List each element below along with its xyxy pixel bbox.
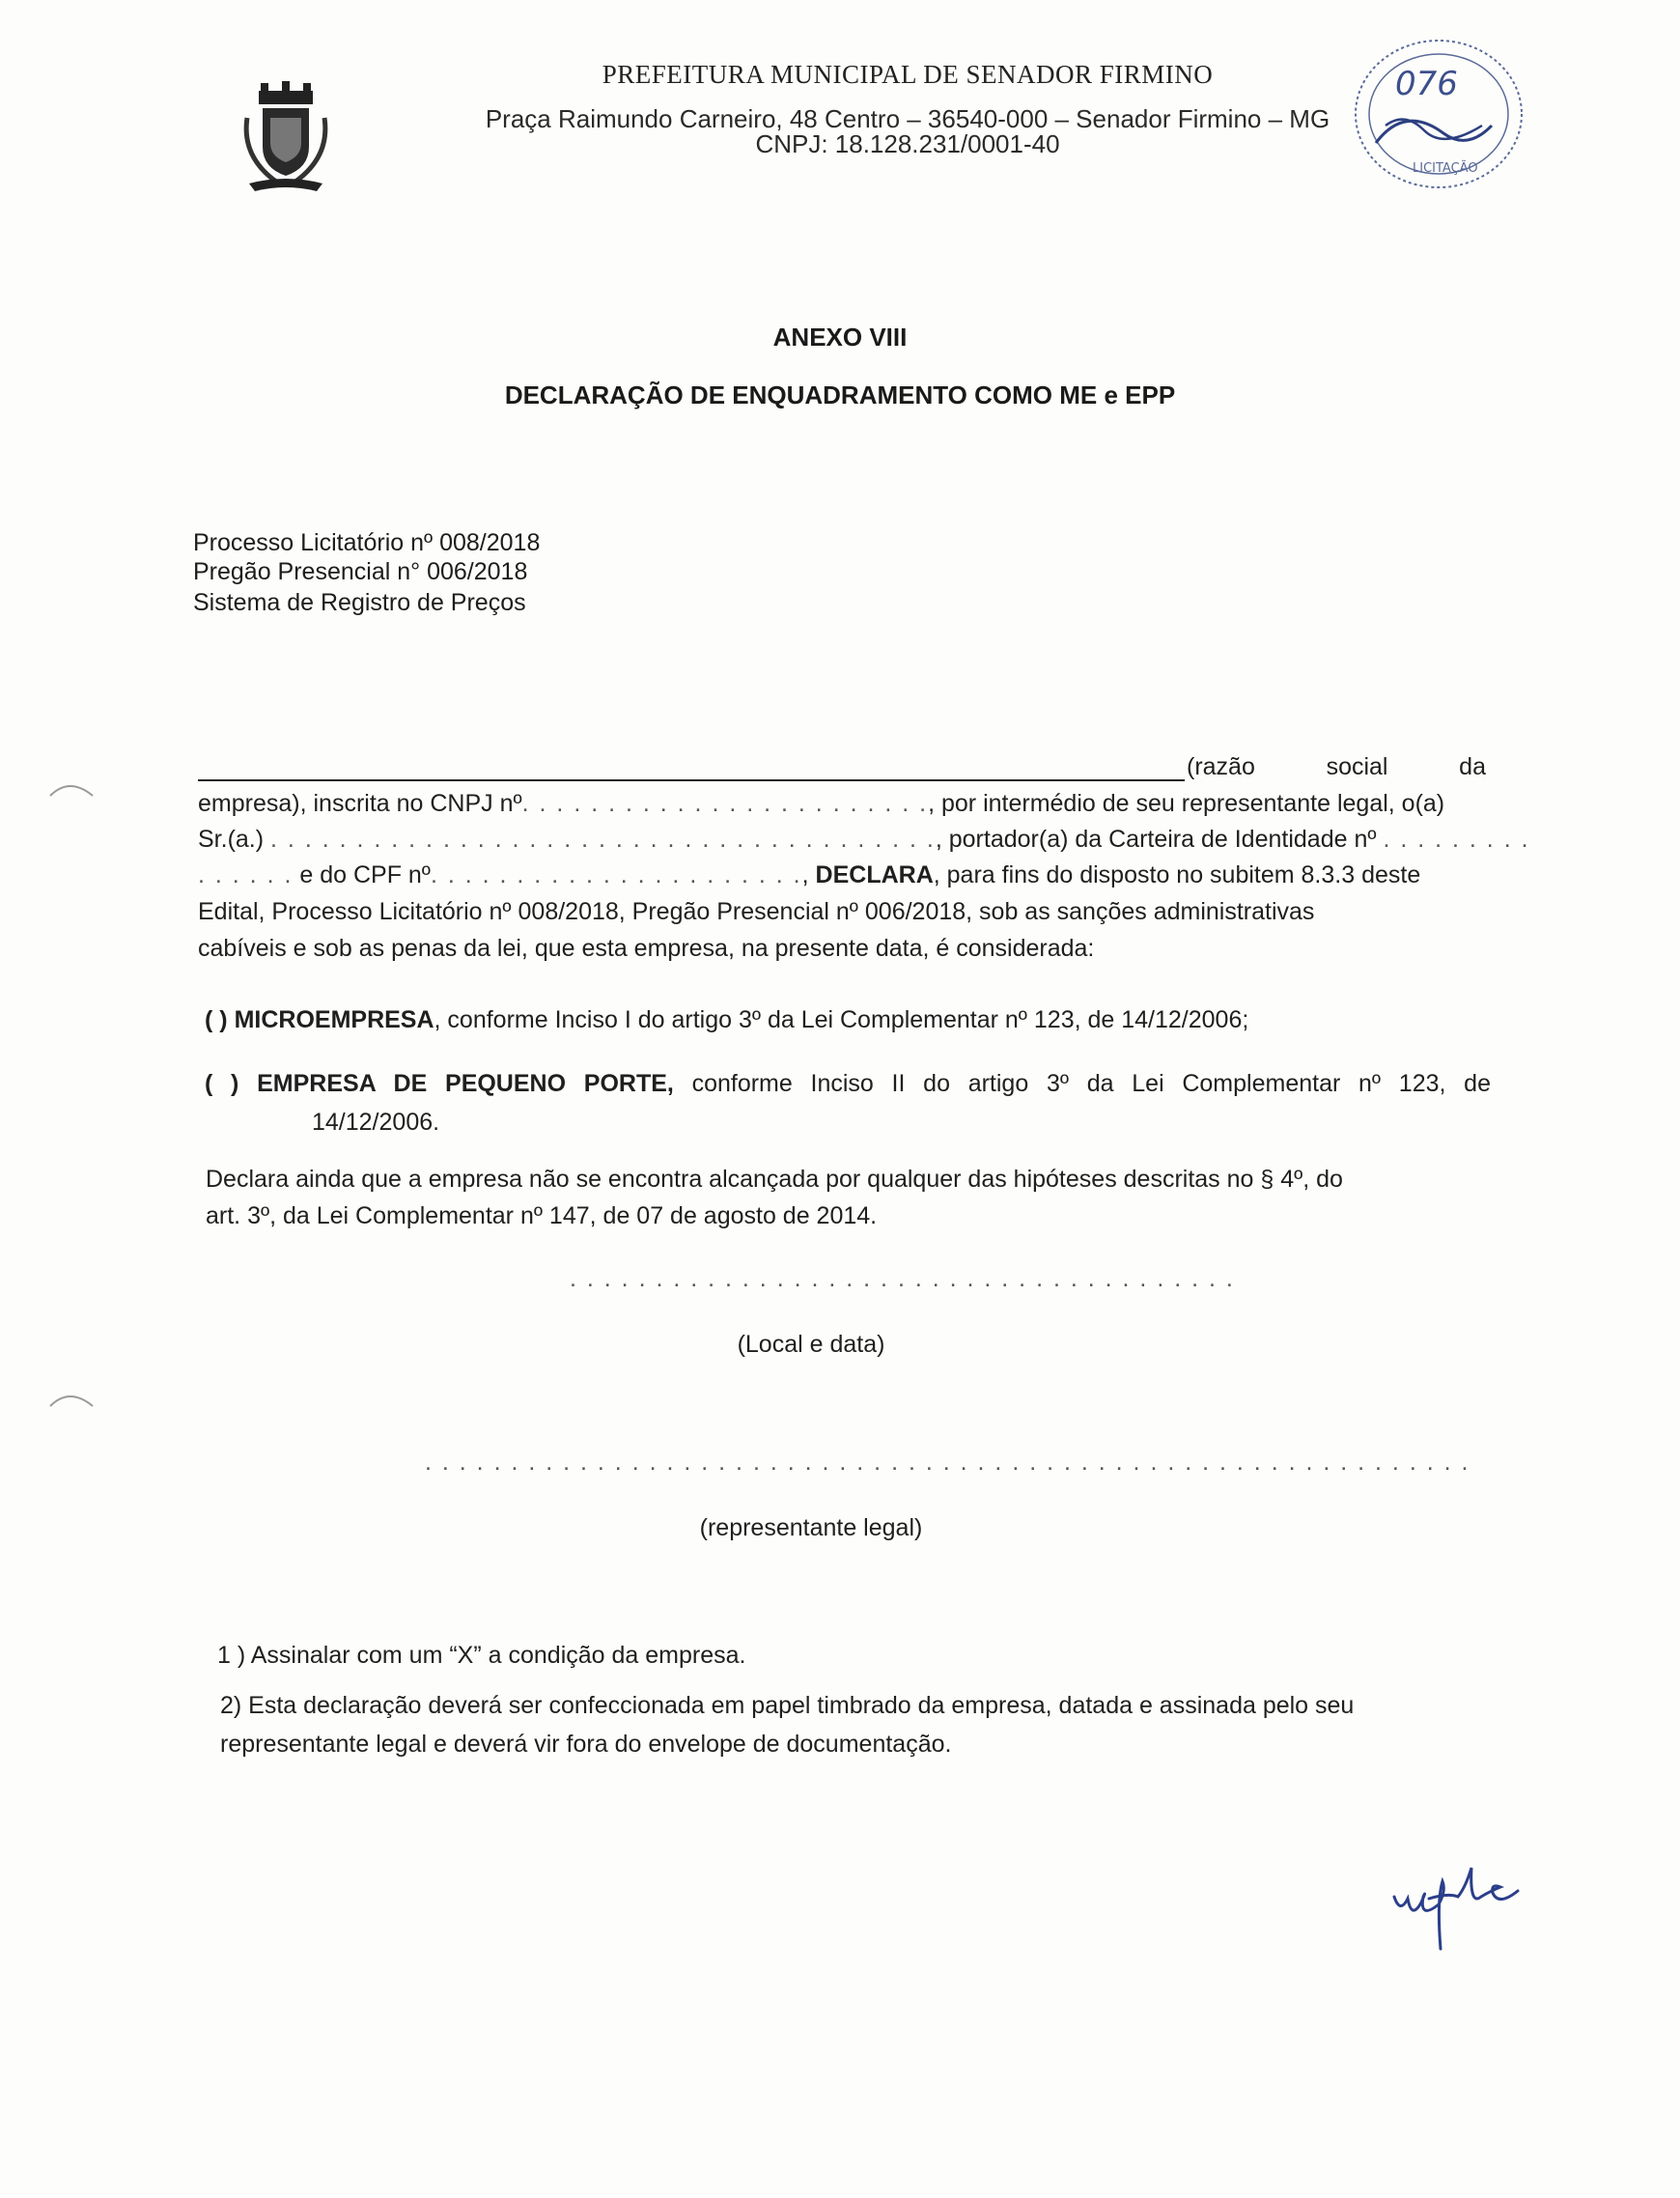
annex-title: ANEXO VIII: [772, 323, 908, 352]
body-line-representative: Sr.(a.) . . . . . . . . . . . . . . . . . . . . . . . . . . . . . . . . . . . . . . ., portador(a) da Carteira de Identidade nº . . . . . . . . .: [198, 826, 1530, 853]
margin-mark: [46, 778, 95, 798]
cpf-blank: . . . . . . . . . . . . . . . . . . . . . .: [430, 861, 802, 888]
note-1: 1 ) Assinalar com um “X” a condição da empresa.: [217, 1642, 746, 1669]
handwritten-initials: [1390, 1864, 1545, 1951]
company-name-line: [198, 753, 1488, 781]
additional-declaration-line2: art. 3º, da Lei Complementar nº 147, de 07 de agosto de 2014.: [206, 1202, 878, 1229]
option-checkbox: ( ): [205, 1070, 239, 1097]
body-line-cnpj: empresa), inscrita no CNPJ nº. . . . . . . . . . . . . . . . . . . . . . . ., por intermédio de seu representante legal, o(a): [198, 790, 1445, 817]
option-checkbox: ( ): [205, 1006, 228, 1033]
representative-blank: . . . . . . . . . . . . . . . . . . . . . . . . . . . . . . . . . . . . . . .: [270, 826, 936, 853]
process-number: Processo Licitatório nº 008/2018: [193, 529, 541, 556]
header-cnpj: CNPJ: 18.128.231/0001-40: [755, 129, 1060, 158]
company-name-blank: [198, 754, 1185, 781]
header-address: Praça Raimundo Carneiro, 48 Centro – 36540-000 – Senador Firmino – MG: [485, 104, 1330, 133]
margin-mark: [46, 1389, 95, 1408]
place-date-blank[interactable]: . . . . . . . . . . . . . . . . . . . . . . . . . . . . . . . . . . . . . . .: [570, 1265, 1235, 1292]
option-epp-continuation: 14/12/2006.: [312, 1109, 440, 1136]
body-line-cpf: . . . . . . e do CPF nº. . . . . . . . . . . . . . . . . . . . . ., DECLARA, para fins do disposto no subitem 8.3.3 deste: [198, 861, 1421, 888]
place-date-label: (Local e data): [737, 1331, 885, 1358]
svg-text:LICITAÇÃO: LICITAÇÃO: [1413, 161, 1478, 176]
social-word: social: [1326, 753, 1388, 780]
body-line-considered: cabíveis e sob as penas da lei, que esta empresa, na presente data, é considerada:: [198, 935, 1095, 962]
svg-text:076: 076: [1395, 65, 1458, 103]
option-epp[interactable]: ( ) EMPRESA DE PEQUENO PORTE, conforme Inciso II do artigo 3º da Lei Complementar nº 123, de: [205, 1070, 1491, 1097]
protocol-stamp: [1337, 29, 1530, 193]
cnpj-blank: . . . . . . . . . . . . . . . . . . . . . . . .: [521, 790, 929, 817]
body-line-edital: Edital, Processo Licitatório nº 008/2018, Pregão Presencial nº 006/2018, sob as sanções administrativas: [198, 898, 1315, 925]
additional-declaration-line1: Declara ainda que a empresa não se encontra alcançada por qualquer das hipóteses descritas no § 4º, do: [206, 1166, 1343, 1193]
da-word: da: [1459, 753, 1486, 780]
note-2-line1: 2) Esta declaração deverá ser confeccionada em papel timbrado da empresa, datada e assinada pelo seu: [220, 1692, 1355, 1719]
representative-label: (representante legal): [699, 1514, 923, 1541]
representative-signature-blank[interactable]: . . . . . . . . . . . . . . . . . . . . . . . . . . . . . . . . . . . . . . . . . . . . . . . . . . . . . . . . . . . . .: [425, 1449, 1470, 1476]
razao-word: (razão: [1187, 753, 1255, 780]
header-title: PREFEITURA MUNICIPAL DE SENADOR FIRMINO: [602, 60, 1214, 89]
declaration-title: DECLARAÇÃO DE ENQUADRAMENTO COMO ME e EPP: [504, 380, 1176, 409]
option-microempresa[interactable]: ( ) MICROEMPRESA, conforme Inciso I do artigo 3º da Lei Complementar nº 123, de 14/12/2006;: [205, 1006, 1249, 1033]
note-2-line2: representante legal e deverá vir fora do envelope de documentação.: [220, 1731, 952, 1758]
auction-number: Pregão Presencial n° 006/2018: [193, 558, 528, 585]
price-registry: Sistema de Registro de Preços: [193, 589, 526, 616]
identity-blank: . . . . . . . . .: [1383, 826, 1530, 853]
